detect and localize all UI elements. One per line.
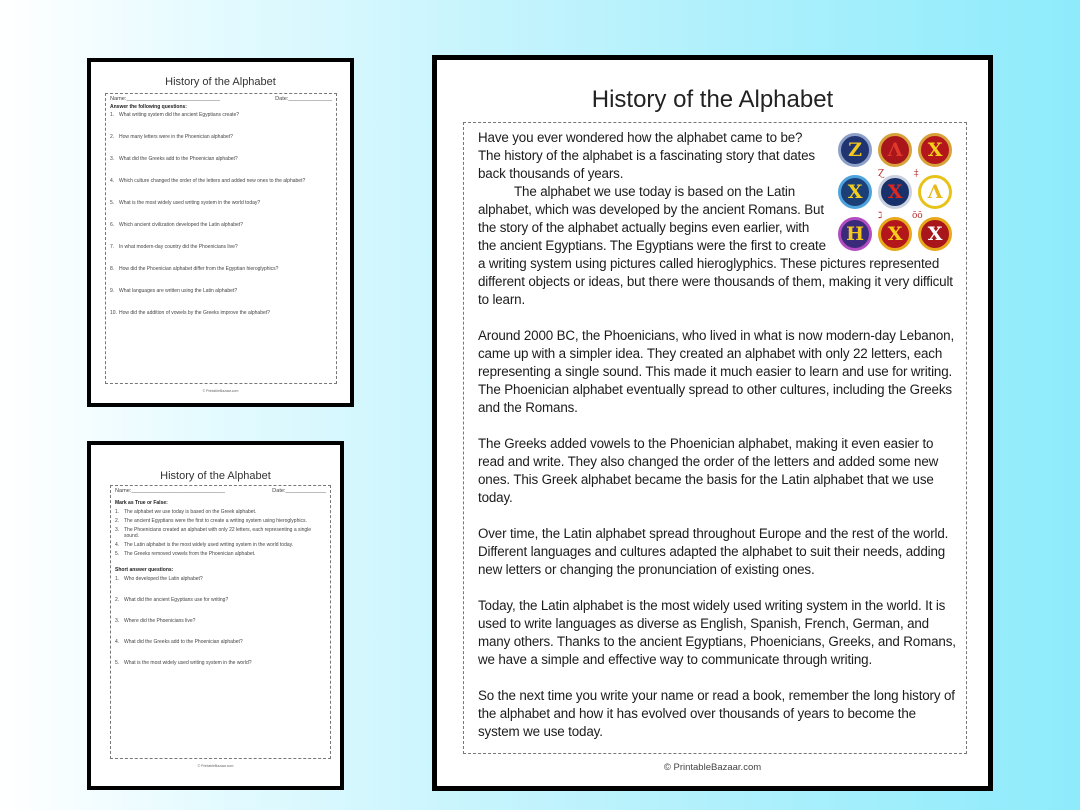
name-date-row bbox=[106, 94, 336, 102]
letter-coin-icon: H bbox=[838, 217, 872, 251]
instructions: Answer the following questions: bbox=[110, 104, 187, 110]
worksheet-2-box bbox=[110, 485, 331, 759]
item-number: 1. bbox=[110, 112, 115, 118]
item-number: 2. bbox=[115, 518, 120, 524]
item-number: 2. bbox=[110, 134, 115, 140]
true-false-item bbox=[111, 509, 330, 515]
short-answer-list bbox=[111, 576, 330, 666]
date-field[interactable]: Date:______________ bbox=[275, 96, 332, 102]
item-text: Who developed the Latin alphabet? bbox=[124, 576, 203, 582]
item-number: 3. bbox=[115, 618, 120, 624]
paragraph-greeks: The Greeks added vowels to the Phoenician alphabet, making it even easier to read and write. They also changed the order of the letters and added some new ones. This Greek alphabet became the basis for the Latin alphabet that we use today. bbox=[478, 436, 939, 505]
item-text: What languages are written using the Latin alphabet? bbox=[119, 288, 238, 294]
worksheet-2-footer: © PrintableBazaar.com bbox=[197, 764, 234, 768]
true-false-item bbox=[111, 527, 330, 539]
item-number: 7. bbox=[110, 244, 115, 250]
date-field[interactable]: Date:_____________ bbox=[272, 488, 326, 494]
question-item bbox=[106, 288, 336, 294]
item-text: What did the Greeks add to the Phoenician alphabet? bbox=[124, 639, 243, 645]
reading-box bbox=[463, 122, 967, 754]
item-number: 10. bbox=[110, 310, 117, 316]
item-number: 4. bbox=[115, 639, 120, 645]
question-item bbox=[106, 222, 336, 228]
item-number: 8. bbox=[110, 266, 115, 272]
short-answer-heading: Short answer questions: bbox=[115, 567, 174, 573]
item-text: The Latin alphabet is the most widely used writing system in the world today. bbox=[124, 542, 294, 548]
item-text: The Phoenicians created an alphabet with only 22 letters, each representing a single sound. bbox=[124, 527, 312, 539]
page-title: History of the Alphabet bbox=[591, 86, 834, 113]
short-answer-item bbox=[111, 660, 330, 666]
true-false-heading: Mark as True or False: bbox=[115, 500, 168, 506]
short-answer-item bbox=[111, 639, 330, 645]
item-text: The alphabet we use today is based on the Greek alphabet. bbox=[124, 509, 257, 515]
glyph-icon: Ɀ bbox=[878, 169, 885, 179]
paragraph-phoenicians: Around 2000 BC, the Phoenicians, who lived in what is now modern-day Lebanon, came up with a simpler idea. They created an alphabet with only 22 letters, each representing a single sound. This made it much easier to learn and use for writing. The Phoenician alphabet eventually spread to other cultures, including the Greeks and the Romans. bbox=[478, 328, 955, 415]
letter-coin-icon: X bbox=[878, 175, 912, 209]
item-number: 1. bbox=[115, 509, 120, 515]
item-number: 6. bbox=[110, 222, 115, 228]
question-item bbox=[106, 156, 336, 162]
short-answer-item bbox=[111, 576, 330, 582]
worksheet-1-page bbox=[91, 62, 350, 403]
item-number: 1. bbox=[115, 576, 120, 582]
paragraph-intro: Have you ever wondered how the alphabet came to be? The history of the alphabet is a fascinating story that dates back thousands of years. The alphabet we use today is based on the Latin alphabet, which was developed by the ancient Romans. But the story of the alphabet actually begins even earlier, with the ancient Egyptians. The Egyptians were the first to create a writing system using pictures called hieroglyphics. These pictures represented different objects or ideas, but there were thousands of them, making it very difficult to learn. bbox=[478, 130, 953, 307]
short-answer-item bbox=[111, 618, 330, 624]
worksheet-1-title: History of the Alphabet bbox=[165, 76, 276, 88]
paragraph-today: Today, the Latin alphabet is the most widely used writing system in the world. It is used to write languages as diverse as English, Spanish, French, German, and many others. Thanks to the ancient Egyptians, Phoenicians, Greeks, and Romans, we have a simple and effective way to communicate through writing. bbox=[478, 598, 956, 667]
question-item bbox=[106, 244, 336, 250]
name-date-row bbox=[111, 486, 330, 494]
item-text: In what modern-day country did the Phoenicians live? bbox=[119, 244, 238, 250]
item-text: What did the Greeks add to the Phoenician alphabet? bbox=[119, 156, 238, 162]
item-text: Which culture changed the order of the letters and added new ones to the alphabet? bbox=[119, 178, 306, 184]
item-text: What writing system did the ancient Egyptians create? bbox=[119, 112, 240, 118]
reading-page-frame bbox=[432, 55, 993, 791]
question-item bbox=[106, 310, 336, 316]
worksheet-2-frame bbox=[87, 441, 344, 790]
item-number: 9. bbox=[110, 288, 115, 294]
item-number: 2. bbox=[115, 597, 120, 603]
question-list bbox=[106, 112, 336, 316]
item-text: How did the Phoenician alphabet differ from the Egyptian hieroglyphics? bbox=[119, 266, 279, 272]
glyph-icon: ℷ bbox=[878, 211, 883, 221]
true-false-item bbox=[111, 518, 330, 524]
item-text: The ancient Egyptians were the first to create a writing system using hieroglyphics. bbox=[124, 518, 307, 524]
true-false-list bbox=[111, 509, 330, 557]
worksheet-2-page bbox=[91, 445, 340, 786]
paragraph-conclusion: So the next time you write your name or read a book, remember the long history of the alphabet and how it has evolved over thousands of years to become the system we use today. bbox=[478, 688, 955, 739]
item-number: 4. bbox=[110, 178, 115, 184]
item-text: What is the most widely used writing system in the world today? bbox=[119, 200, 261, 206]
name-field[interactable]: Name:______________________________ bbox=[115, 488, 225, 494]
true-false-item bbox=[111, 542, 330, 548]
question-item bbox=[106, 134, 336, 140]
name-field[interactable]: Name:______________________________ bbox=[110, 96, 220, 102]
item-text: How many letters were in the Phoenician alphabet? bbox=[119, 134, 233, 140]
worksheet-1-frame bbox=[87, 58, 354, 407]
item-text: What is the most widely used writing system in the world? bbox=[124, 660, 252, 666]
short-answer-item bbox=[111, 597, 330, 603]
letter-coin-icon: Λ bbox=[918, 175, 952, 209]
glyph-icon: ‡ bbox=[914, 169, 919, 179]
question-item bbox=[106, 178, 336, 184]
item-number: 3. bbox=[115, 527, 120, 533]
paragraph-latin-spread: Over time, the Latin alphabet spread throughout Europe and the rest of the world. Different languages and cultures adapted the alphabet to suit their needs, adding new letters or changing the pronunciation of existing ones. bbox=[478, 526, 949, 577]
worksheet-1-box bbox=[105, 93, 337, 384]
item-number: 5. bbox=[115, 660, 120, 666]
question-item bbox=[106, 266, 336, 272]
question-item bbox=[106, 200, 336, 206]
item-number: 5. bbox=[115, 551, 120, 557]
item-text: Where did the Phoenicians live? bbox=[124, 618, 196, 624]
letter-coin-icon: X bbox=[918, 217, 952, 251]
item-text: How did the addition of vowels by the Greeks improve the alphabet? bbox=[119, 310, 270, 316]
worksheet-2-title: History of the Alphabet bbox=[160, 470, 271, 482]
item-text: The Greeks removed vowels from the Phoenician alphabet. bbox=[124, 551, 256, 557]
alphabet-coins-illustration bbox=[834, 129, 958, 253]
page-footer: © PrintableBazaar.com bbox=[663, 762, 762, 773]
item-number: 5. bbox=[110, 200, 115, 206]
item-number: 4. bbox=[115, 542, 120, 548]
letter-coin-icon: X bbox=[918, 133, 952, 167]
item-text: What did the ancient Egyptians use for writing? bbox=[124, 597, 229, 603]
item-text: Which ancient civilization developed the Latin alphabet? bbox=[119, 222, 243, 228]
letter-coin-icon: X bbox=[838, 175, 872, 209]
glyph-icon: ōō bbox=[912, 211, 923, 221]
reading-text bbox=[478, 129, 958, 741]
letter-coin-icon: Z bbox=[838, 133, 872, 167]
letter-coin-icon: Λ bbox=[878, 133, 912, 167]
item-number: 3. bbox=[110, 156, 115, 162]
worksheet-1-footer: © PrintableBazaar.com bbox=[202, 389, 239, 393]
question-item bbox=[106, 112, 336, 118]
letter-coin-icon: X bbox=[878, 217, 912, 251]
reading-page bbox=[437, 60, 988, 786]
